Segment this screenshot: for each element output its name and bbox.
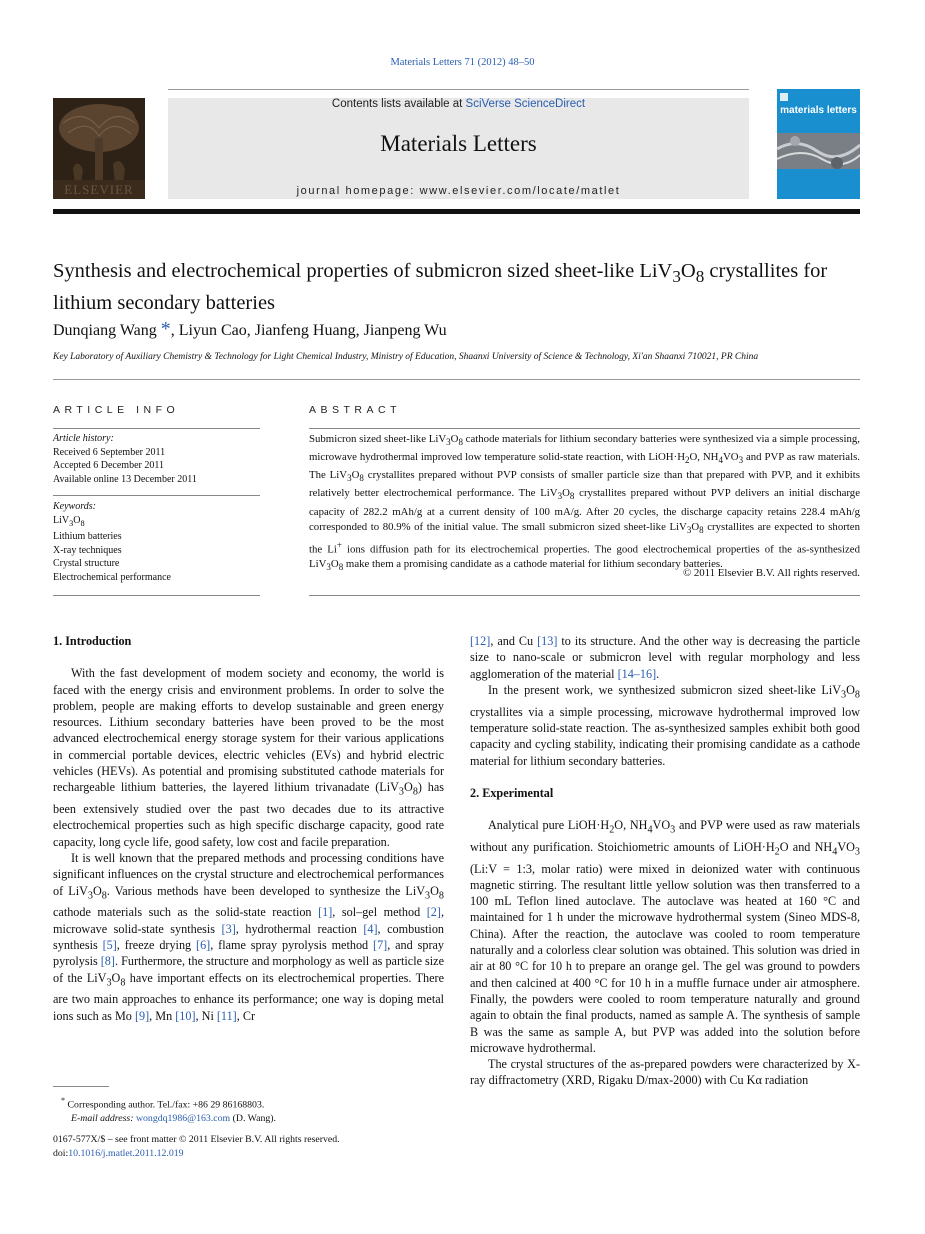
contents-line (168, 98, 749, 110)
experimental-paragraph-1: Analytical pure $LiOH\cdot H_2O$, $NH_4VO_3$ and PVP were used as raw materials without any purification. Stoichiometric amounts of $LiOH\cdot H_2O$ and $NH_4VO_3$ (Li:V = 1:3, molar ratio) were mixed in deionized water with continuous magnetic stirring. The resultant little yellow solution was then transferred to a 100 mL Teflon lined autoclave. The autoclave was heated at 160 °C and maintained for 1 h under the microwave hydrothermal system (Sineo MDS-8, China). After the reaction, the autoclave was cooled to room temperature naturally and a colorless clear solution was obtained. This solution was dried in air at 80 °C for 10 h to prepare an orange gel. The gel was ground to powders and then calcined at 400 °C for 10 h in a muffle furnace under air atmosphere. Finally, the powders were cooled to room temperature naturally and ground again to obtain the final products, named as sample A. The synthesis of sample B was the same as sample A, but PVP was added into the solution before microwave hydrothermal. (470, 818, 860, 1055)
issn-line: 0167-577X/$ – see front matter © 2011 Elsevier B.V. All rights reserved. (53, 1134, 340, 1145)
intro-paragraph-1: With the fast development of modem society and economy, the world is faced with the energy crisis and environment problems. In order to solve the problem, people are making efforts to develop sustainable and green energy resources. Lithium secondary batteries have been proved to be the most advanced electrochemical energy storage system for their various applications in commercial portable devices, electric vehicles (EVs) and hybrid electric vehicles (HEVs). As potential and promising substituted cathode materials for rechargeable lithium batteries, the layered lithium trivanadate $(LiV_3O_8)$ has been extensively studied over the past two decades due to its attractive electrochemical properties such as high specific discharge capacity, good rate capacity, long cycle life, good safety, low cost and facile preparation. (53, 666, 444, 849)
reference-link[interactable]: [6] (196, 937, 211, 952)
affiliation: Key Laboratory of Auxiliary Chemistry & Technology for Light Chemical Industry, Ministry of Education, Shaanxi University of Science & Technology, Xi'an Shaanxi 710021, PR China (53, 352, 759, 362)
journal-citation[interactable]: Materials Letters 71 (2012) 48–50 (390, 57, 535, 68)
email-link[interactable]: wongdq1986@163.com (135, 1112, 231, 1124)
reference-link[interactable]: [14–16] (617, 666, 657, 681)
header-thick-rule (53, 209, 860, 214)
intro-paragraph-3: In the present work, we synthesized submicron sized sheet-like $LiV_3O_8$ crystallites via a simple processing, microwave hydrothermal improved low temperature solid-state reaction. The as-synthesized samples exhibit both good capacity and cycling stability, indicating their promising candidate as a cathode material for lithium secondary batteries. (470, 682, 860, 768)
abstract-rule-bottom (309, 595, 860, 596)
right-column (470, 633, 860, 1089)
cover-title: materials letters (780, 105, 857, 116)
reference-link[interactable]: [12] (470, 634, 491, 648)
keywords-label: Keywords: (53, 501, 96, 512)
history-received: Received 6 September 2011 (53, 446, 166, 458)
elsevier-wordmark: ELSEVIER (64, 182, 134, 197)
reference-link[interactable]: [8] (100, 954, 115, 969)
article-history (53, 432, 260, 486)
history-online: Available online 13 December 2011 (53, 473, 197, 485)
keyword-item: X-ray techniques (53, 544, 122, 556)
info-rule-middle (53, 495, 260, 496)
intro-paragraph-2: It is well known that the prepared methods and processing conditions have significant influences on the crystal structure and electrochemical performances of $LiV_3O_8$. Various methods have been developed to synthesize the $LiV_3O_8$ cathode materials such as the solid-state reaction [1], sol–gel method [2], microwave solid-state synthesis [3], hydrothermal reaction [4], combustion synthesis [5], freeze drying [6], flame spray pyrolysis method [7], and spray pyrolysis [8]. Furthermore, the structure and morphology as well as particle size of the $LiV_3O_8$ have important effects on its electrochemical properties. There are two main approaches to enhance its performance; one way is doping metal ions such as Mo [9], Mn [10], Ni [11], Cr (53, 851, 445, 1023)
keyword-item: $LiV_3O_8$ (53, 514, 85, 528)
history-label: Article history: (53, 433, 114, 444)
history-accepted: Accepted 6 December 2011 (53, 460, 164, 471)
abstract-text: Submicron sized sheet-like $LiV_3O_8$ cathode materials for lithium secondary batteries were synthesized via a simple processing, microwave hydrothermal improved low temperature solid-state reaction, with $LiOH\cdot H_2O$, $NH_4VO_3$ and PVP as raw materials. The $LiV_3O_8$ crystallites prepared without PVP consists of smaller particle size than that prepared with PVP, and it exhibits relatively better electrochemical performance. The $LiV_3O_8$ crystallites prepared without PVP delivers an initial discharge capacity of 282.2 mAh/g at a current density of 100 mA/g. After 20 cycles, the discharge capacity retains 228.4 mAh/g corresponded to 80.9% of the initial value. The small submicron sized sheet-like $LiV_3O_8$ crystallites are expected to shorten the Li+ ions diffusion path for its electrochemical properties. The good electrochemical properties of the as-synthesized $LiV_3O_8$ make them a promising candidate as a cathode material for lithium secondary batteries. (309, 433, 861, 573)
keyword-item: Electrochemical performance (53, 571, 171, 583)
reference-link[interactable]: [1] (318, 905, 333, 920)
corresponding-author-note: * Corresponding author. Tel./fax: +86 29 86168803. (61, 1096, 265, 1111)
info-rule-bottom (53, 595, 260, 596)
email-label: E-mail address: (71, 1112, 136, 1124)
keywords (53, 500, 260, 584)
elsevier-logo (53, 98, 145, 199)
footnote (53, 1094, 444, 1125)
abstract-heading: ABSTRACT (309, 404, 402, 416)
doi-line (53, 1147, 444, 1161)
journal-homepage[interactable]: journal homepage: www.elsevier.com/locate/matlet (296, 185, 621, 197)
reference-link[interactable]: [5] (102, 937, 117, 952)
corresponding-author-star[interactable]: * (160, 318, 171, 340)
article-info-heading: ARTICLE INFO (53, 404, 180, 416)
doi-link[interactable]: 10.1016/j.matlet.2011.12.019 (68, 1147, 184, 1159)
article-title: Synthesis and electrochemical properties of submicron sized sheet-like $LiV_3O_8$ crystallites for lithium secondary batteries (53, 260, 828, 315)
reference-link[interactable]: [3] (221, 921, 236, 936)
experimental-paragraph-2: The crystal structures of the as-prepared powders were characterized by X-ray diffractometry (XRD, Rigaku D/max-2000) with Cu Kα radiation (470, 1057, 860, 1088)
reference-link[interactable]: [4] (363, 921, 378, 936)
reference-link[interactable]: [7] (373, 937, 388, 952)
intro-paragraph-2-cont: [12], and Cu [13] to its structure. And the other way is decreasing the particle size to nano-scale or submicron level with regular morphology and less agglomeration of the material [14–16]. (470, 634, 860, 681)
experimental-heading: 2. Experimental (470, 785, 554, 800)
author-rest: , Liyun Cao, Jianfeng Huang, Jianpeng Wu (170, 322, 447, 339)
reference-link[interactable]: [2] (426, 905, 441, 920)
journal-name: Materials Letters (380, 131, 537, 156)
keyword-item: Crystal structure (53, 558, 120, 569)
footnote-rule (53, 1086, 109, 1087)
front-matter-footer (53, 1133, 444, 1160)
reference-link[interactable]: [13] (537, 634, 558, 648)
sciencedirect-link[interactable]: SciVerse ScienceDirect (465, 98, 586, 110)
reference-link[interactable]: [10] (175, 1008, 196, 1023)
reference-link[interactable]: [11] (216, 1008, 237, 1023)
journal-cover (777, 89, 860, 199)
header-top-rule (168, 89, 749, 90)
contents-prefix: Contents lists available at (331, 98, 466, 110)
keyword-item: Lithium batteries (53, 531, 122, 542)
title-rule (53, 379, 860, 380)
email-line (53, 1112, 444, 1126)
info-rule-top (53, 428, 260, 429)
author-list (53, 318, 860, 340)
doi-label: doi: (53, 1147, 69, 1159)
abstract-copyright: © 2011 Elsevier B.V. All rights reserved. (682, 567, 860, 579)
abstract-rule-top (309, 428, 860, 429)
introduction-heading: 1. Introduction (53, 634, 132, 648)
author-first: Dunqiang Wang (53, 322, 157, 339)
email-suffix: (D. Wang). (230, 1112, 276, 1124)
left-column (53, 633, 444, 1024)
reference-link[interactable]: [9] (134, 1008, 150, 1023)
